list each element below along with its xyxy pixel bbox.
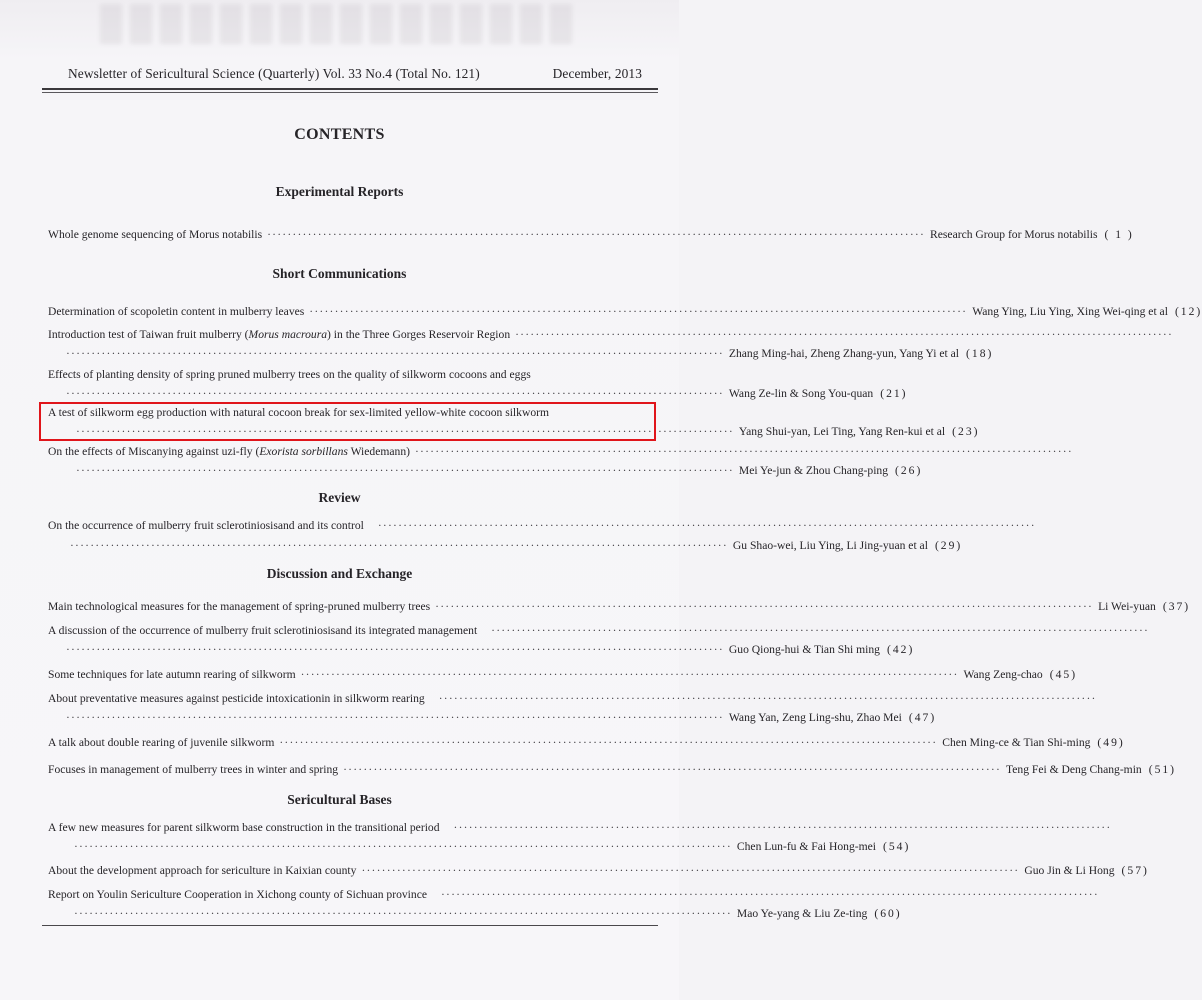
toc-entry-title-line[interactable]: On the effects of Miscanying against uzi-fly (Exorista sorbillans Wiedemann) ··································································································································	[48, 445, 1073, 458]
toc-entry-author-line: ·································································································································· Zhang Ming-hai, Zheng Zhang-yun, Yang Yi et al (18)	[66, 347, 994, 360]
toc-entry-author-line: ·································································································································· Wang Yan, Zeng Ling-shu, Zhao Mei (47)	[66, 711, 937, 724]
toc-entry-author-line: ·································································································································· Chen Lun-fu & Fai Hong-mei (54)	[74, 840, 911, 853]
section-heading-discussion: Discussion and Exchange	[266, 566, 413, 581]
toc-entry-title-line[interactable]: Effects of planting density of spring pruned mulberry trees on the quality of silkworm cocoons and eggs	[48, 368, 531, 381]
section-heading-review: Review	[318, 490, 361, 505]
toc-entry[interactable]: Some techniques for late autumn rearing of silkworm ·································································································································· Wang Zeng-chao (45)	[48, 668, 1078, 681]
section-heading-short: Short Communications	[272, 266, 407, 281]
toc-entry[interactable]: Whole genome sequencing of Morus notabilis ·································································································································· Research Group for Morus notabilis ( 1 )	[48, 228, 1134, 241]
toc-entry[interactable]: Determination of scopoletin content in mulberry leaves ·································································································································· Wang Ying, Liu Ying, Xing Wei-qing et al (12)	[48, 305, 1202, 318]
toc-entry[interactable]: Focuses in management of mulberry trees in winter and spring ·································································································································· Teng Fei & Deng Chang-min (51)	[48, 763, 1177, 776]
section-heading-bases: Sericultural Bases	[287, 792, 392, 807]
page-title: CONTENTS	[294, 126, 385, 143]
journal-header-title: Newsletter of Sericultural Science (Quarterly) Vol. 33 No.4 (Total No. 121)	[68, 66, 480, 81]
toc-entry[interactable]: A talk about double rearing of juvenile silkworm ·································································································································· Chen Ming-ce & Tian Shi-ming (49)	[48, 736, 1125, 749]
toc-entry-title-line[interactable]: A test of silkworm egg production with natural cocoon break for sex-limited yellow-white cocoon silkworm	[48, 406, 549, 419]
header-rule	[42, 88, 658, 90]
toc-entry-title-line[interactable]: On the occurrence of mulberry fruit sclerotiniosisand and its control ··································································································································	[48, 519, 1036, 532]
toc-entry-title-line[interactable]: Introduction test of Taiwan fruit mulberry (Morus macroura) in the Three Gorges Reservoir Region ··································································································································	[48, 328, 1174, 341]
toc-entry-author-line: ·································································································································· Yang Shui-yan, Lei Ting, Yang Ren-kui et al (23)	[76, 425, 980, 438]
toc-entry-author-line: ·································································································································· Mei Ye-jun & Zhou Chang-ping (26)	[76, 464, 923, 477]
toc-entry-author-line: ·································································································································· Wang Ze-lin & Song You-quan (21)	[66, 387, 908, 400]
journal-header-date: December, 2013	[552, 66, 642, 81]
toc-entry[interactable]: About the development approach for sericulture in Kaixian county ·································································································································· Guo Jin & Li Hong (57)	[48, 864, 1149, 877]
toc-entry-title-line[interactable]: A few new measures for parent silkworm base construction in the transitional period ··································································································································	[48, 821, 1112, 834]
highlight-box	[39, 402, 980, 441]
toc-entry-title-line[interactable]: A discussion of the occurrence of mulberry fruit sclerotiniosisand its integrated management ··································································································································	[48, 624, 1150, 637]
footer-rule	[42, 925, 658, 926]
toc-entry-author-line: ·································································································································· Mao Ye-yang & Liu Ze-ting (60)	[74, 907, 902, 920]
section-heading-experimental: Experimental Reports	[275, 184, 404, 199]
toc-entry-author-line: ·································································································································· Gu Shao-wei, Liu Ying, Li Jing-yuan et al (29)	[70, 539, 963, 552]
journal-header	[68, 66, 642, 82]
toc-entry-title-line[interactable]: About preventative measures against pesticide intoxicationin in silkworm rearing ··································································································································	[48, 692, 1097, 705]
bleed-through-decoration	[100, 4, 580, 44]
toc-entry-author-line: ·································································································································· Guo Qiong-hui & Tian Shi ming (42)	[66, 643, 915, 656]
toc-entry-title-line[interactable]: Report on Youlin Sericulture Cooperation in Xichong county of Sichuan province ··································································································································	[48, 888, 1099, 901]
toc-entry[interactable]: Main technological measures for the management of spring-pruned mulberry trees ·································································································································· Li Wei-yuan (37)	[48, 600, 1191, 613]
header-rule-thin	[42, 92, 658, 93]
